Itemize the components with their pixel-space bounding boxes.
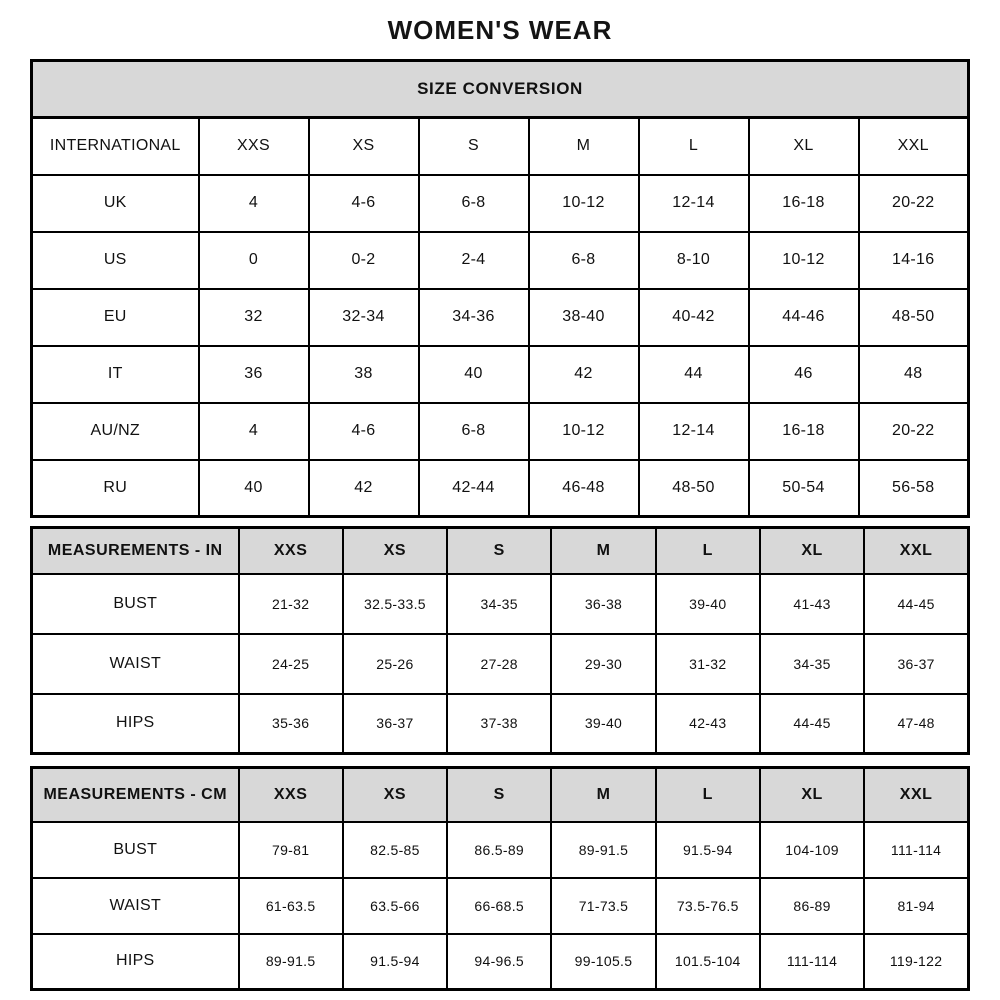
table-row bbox=[32, 460, 969, 517]
value-cell: 31-32 bbox=[656, 634, 760, 694]
value-cell: 25-26 bbox=[343, 634, 447, 694]
size-column-header: M bbox=[551, 768, 655, 822]
value-cell: 0 bbox=[199, 232, 309, 289]
value-cell: 48-50 bbox=[639, 460, 749, 517]
value-cell: 10-12 bbox=[529, 175, 639, 232]
value-cell: 6-8 bbox=[529, 232, 639, 289]
value-cell: 36 bbox=[199, 346, 309, 403]
value-cell: 42-43 bbox=[656, 694, 760, 754]
value-cell: 32.5-33.5 bbox=[343, 574, 447, 634]
column-header-row bbox=[32, 528, 969, 574]
column-header-international: INTERNATIONAL bbox=[32, 118, 199, 175]
table-row bbox=[32, 694, 969, 754]
size-column-header: M bbox=[551, 528, 655, 574]
size-column-header: XXL bbox=[864, 768, 968, 822]
value-cell: 34-36 bbox=[419, 289, 529, 346]
value-cell: 38-40 bbox=[529, 289, 639, 346]
value-cell: 4-6 bbox=[309, 403, 419, 460]
size-column-header: S bbox=[419, 118, 529, 175]
value-cell: 71-73.5 bbox=[551, 878, 655, 934]
value-cell: 4 bbox=[199, 403, 309, 460]
value-cell: 36-38 bbox=[551, 574, 655, 634]
value-cell: 46 bbox=[749, 346, 859, 403]
value-cell: 8-10 bbox=[639, 232, 749, 289]
size-conversion-body bbox=[32, 175, 969, 517]
value-cell: 50-54 bbox=[749, 460, 859, 517]
value-cell: 111-114 bbox=[864, 822, 968, 878]
value-cell: 86.5-89 bbox=[447, 822, 551, 878]
value-cell: 66-68.5 bbox=[447, 878, 551, 934]
value-cell: 35-36 bbox=[239, 694, 343, 754]
value-cell: 61-63.5 bbox=[239, 878, 343, 934]
value-cell: 4-6 bbox=[309, 175, 419, 232]
value-cell: 89-91.5 bbox=[551, 822, 655, 878]
row-label: AU/NZ bbox=[32, 403, 199, 460]
table-row bbox=[32, 574, 969, 634]
value-cell: 32-34 bbox=[309, 289, 419, 346]
size-conversion-title: SIZE CONVERSION bbox=[32, 61, 969, 118]
value-cell: 34-35 bbox=[760, 634, 864, 694]
value-cell: 27-28 bbox=[447, 634, 551, 694]
value-cell: 40-42 bbox=[639, 289, 749, 346]
value-cell: 101.5-104 bbox=[656, 934, 760, 990]
size-column-header: XXS bbox=[239, 528, 343, 574]
value-cell: 99-105.5 bbox=[551, 934, 655, 990]
column-header-row bbox=[32, 768, 969, 822]
table-title-row bbox=[32, 61, 969, 118]
value-cell: 42 bbox=[529, 346, 639, 403]
row-label: HIPS bbox=[32, 694, 239, 754]
value-cell: 21-32 bbox=[239, 574, 343, 634]
table-row bbox=[32, 175, 969, 232]
size-column-header: XL bbox=[760, 768, 864, 822]
table-row bbox=[32, 289, 969, 346]
value-cell: 4 bbox=[199, 175, 309, 232]
value-cell: 91.5-94 bbox=[343, 934, 447, 990]
value-cell: 48 bbox=[859, 346, 969, 403]
row-label: EU bbox=[32, 289, 199, 346]
value-cell: 44-46 bbox=[749, 289, 859, 346]
row-label: BUST bbox=[32, 822, 239, 878]
size-column-header: S bbox=[447, 768, 551, 822]
value-cell: 79-81 bbox=[239, 822, 343, 878]
value-cell: 44-45 bbox=[864, 574, 968, 634]
size-column-header: M bbox=[529, 118, 639, 175]
value-cell: 111-114 bbox=[760, 934, 864, 990]
value-cell: 29-30 bbox=[551, 634, 655, 694]
value-cell: 20-22 bbox=[859, 403, 969, 460]
value-cell: 82.5-85 bbox=[343, 822, 447, 878]
value-cell: 73.5-76.5 bbox=[656, 878, 760, 934]
value-cell: 10-12 bbox=[749, 232, 859, 289]
value-cell: 38 bbox=[309, 346, 419, 403]
value-cell: 42-44 bbox=[419, 460, 529, 517]
value-cell: 63.5-66 bbox=[343, 878, 447, 934]
value-cell: 94-96.5 bbox=[447, 934, 551, 990]
page-title: WOMEN'S WEAR bbox=[387, 15, 613, 45]
table-row bbox=[32, 346, 969, 403]
value-cell: 16-18 bbox=[749, 175, 859, 232]
size-column-header: XXS bbox=[199, 118, 309, 175]
size-column-header: XL bbox=[760, 528, 864, 574]
row-label: IT bbox=[32, 346, 199, 403]
size-column-header: L bbox=[639, 118, 749, 175]
table-row bbox=[32, 934, 969, 990]
value-cell: 56-58 bbox=[859, 460, 969, 517]
table-row bbox=[32, 232, 969, 289]
value-cell: 20-22 bbox=[859, 175, 969, 232]
size-conversion-table bbox=[30, 59, 970, 518]
value-cell: 48-50 bbox=[859, 289, 969, 346]
value-cell: 24-25 bbox=[239, 634, 343, 694]
value-cell: 104-109 bbox=[760, 822, 864, 878]
size-column-header: XS bbox=[309, 118, 419, 175]
value-cell: 6-8 bbox=[419, 175, 529, 232]
value-cell: 81-94 bbox=[864, 878, 968, 934]
value-cell: 89-91.5 bbox=[239, 934, 343, 990]
size-column-header: XXL bbox=[864, 528, 968, 574]
value-cell: 40 bbox=[419, 346, 529, 403]
value-cell: 91.5-94 bbox=[656, 822, 760, 878]
value-cell: 32 bbox=[199, 289, 309, 346]
value-cell: 47-48 bbox=[864, 694, 968, 754]
value-cell: 44-45 bbox=[760, 694, 864, 754]
value-cell: 12-14 bbox=[639, 403, 749, 460]
measurements-cm-table bbox=[30, 766, 970, 991]
size-column-header: L bbox=[656, 768, 760, 822]
value-cell: 37-38 bbox=[447, 694, 551, 754]
value-cell: 36-37 bbox=[343, 694, 447, 754]
size-column-header: L bbox=[656, 528, 760, 574]
value-cell: 6-8 bbox=[419, 403, 529, 460]
row-label: BUST bbox=[32, 574, 239, 634]
table-row bbox=[32, 822, 969, 878]
measurements-in-table bbox=[30, 526, 970, 755]
value-cell: 86-89 bbox=[760, 878, 864, 934]
value-cell: 14-16 bbox=[859, 232, 969, 289]
size-column-header: XXS bbox=[239, 768, 343, 822]
size-column-header: XS bbox=[343, 528, 447, 574]
value-cell: 39-40 bbox=[551, 694, 655, 754]
value-cell: 34-35 bbox=[447, 574, 551, 634]
value-cell: 39-40 bbox=[656, 574, 760, 634]
row-label: RU bbox=[32, 460, 199, 517]
size-column-header: XL bbox=[749, 118, 859, 175]
measurements-cm-title: MEASUREMENTS - CM bbox=[32, 768, 239, 822]
row-label: UK bbox=[32, 175, 199, 232]
value-cell: 44 bbox=[639, 346, 749, 403]
value-cell: 2-4 bbox=[419, 232, 529, 289]
row-label: WAIST bbox=[32, 634, 239, 694]
value-cell: 12-14 bbox=[639, 175, 749, 232]
value-cell: 0-2 bbox=[309, 232, 419, 289]
value-cell: 10-12 bbox=[529, 403, 639, 460]
measurements-in-title: MEASUREMENTS - IN bbox=[32, 528, 239, 574]
table-row bbox=[32, 403, 969, 460]
table-row bbox=[32, 634, 969, 694]
size-column-header: S bbox=[447, 528, 551, 574]
value-cell: 119-122 bbox=[864, 934, 968, 990]
size-column-header: XS bbox=[343, 768, 447, 822]
table-row bbox=[32, 878, 969, 934]
row-label: HIPS bbox=[32, 934, 239, 990]
row-label: WAIST bbox=[32, 878, 239, 934]
size-column-header: XXL bbox=[859, 118, 969, 175]
value-cell: 16-18 bbox=[749, 403, 859, 460]
value-cell: 46-48 bbox=[529, 460, 639, 517]
value-cell: 36-37 bbox=[864, 634, 968, 694]
measurements-in-body bbox=[32, 574, 969, 754]
value-cell: 40 bbox=[199, 460, 309, 517]
measurements-cm-body bbox=[32, 822, 969, 990]
value-cell: 42 bbox=[309, 460, 419, 517]
value-cell: 41-43 bbox=[760, 574, 864, 634]
column-header-row bbox=[32, 118, 969, 175]
row-label: US bbox=[32, 232, 199, 289]
